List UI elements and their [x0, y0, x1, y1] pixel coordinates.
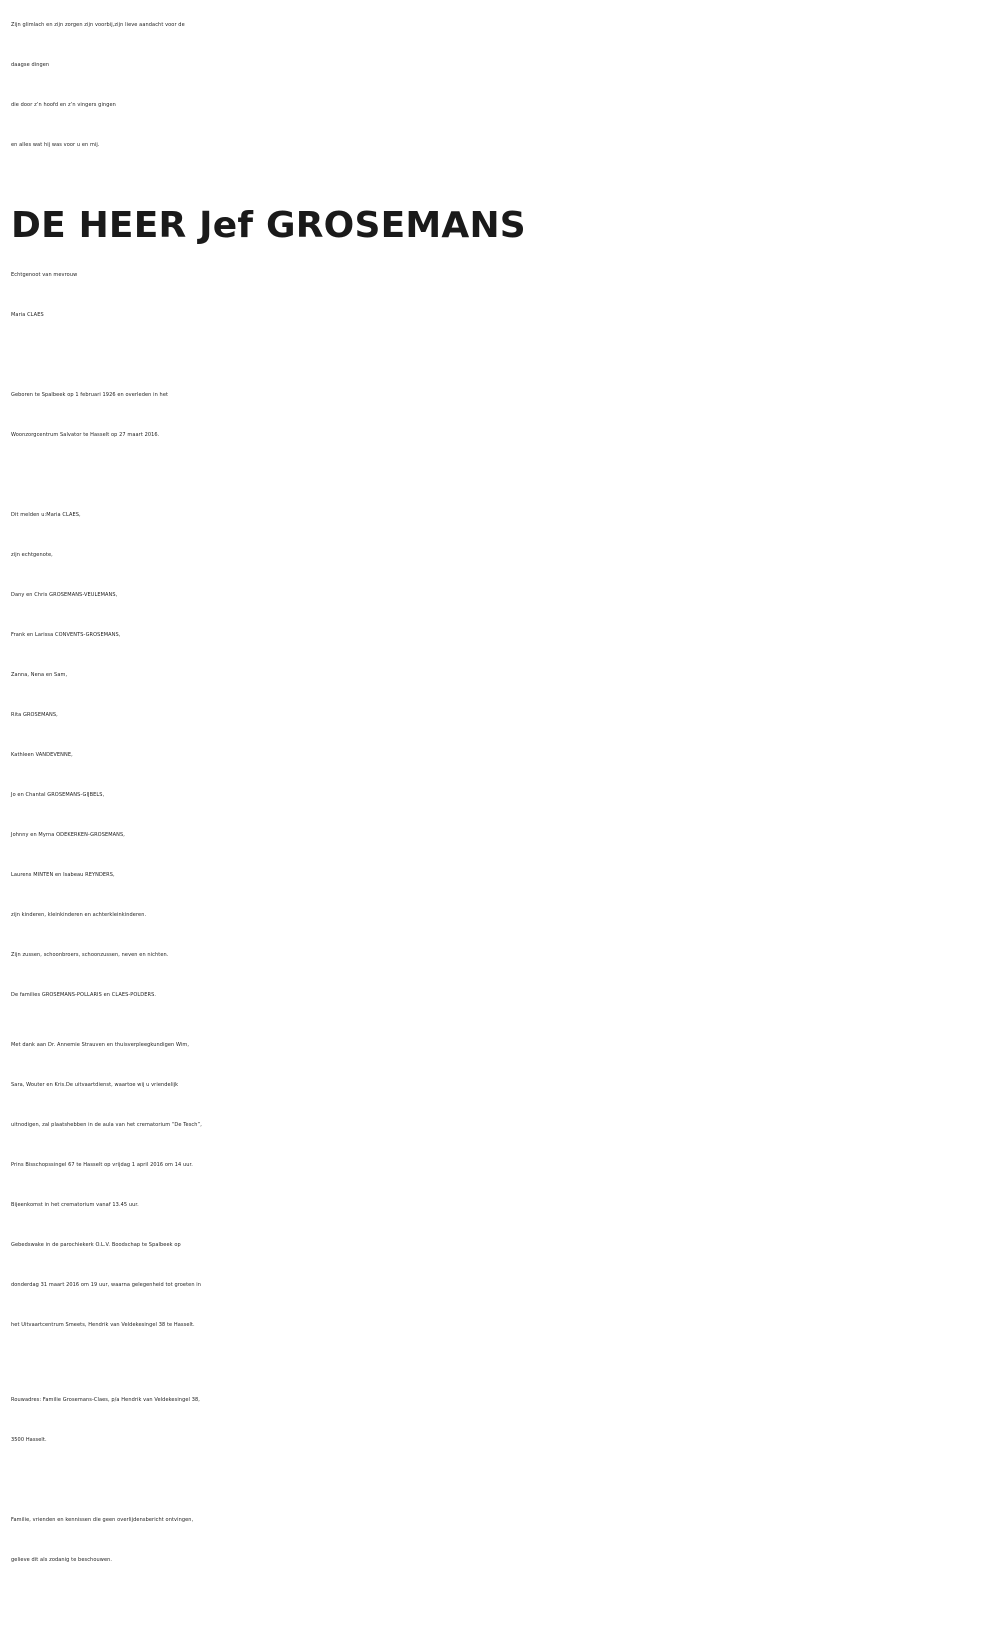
memorial-poem	[11, 5, 991, 165]
mourning-address	[11, 1380, 991, 1460]
announcement-line: Zijn zussen, schoonbroers, schoonzussen, neven en nichten.	[11, 952, 169, 958]
poem-line: daagse dingen	[11, 62, 50, 68]
spouse-line: Maria CLAES	[11, 312, 44, 318]
announcement-line: Jo en Chantal GROSEMANS-GIJBELS,	[11, 792, 105, 798]
deceased-heading	[11, 202, 991, 250]
announcement-line: Laurens MINTEN en Isabeau REYNDERS,	[11, 872, 115, 878]
announcement-line: Frank en Larissa CONVENTS-GROSEMANS,	[11, 632, 121, 638]
spouse-info	[11, 255, 991, 335]
closing-line: Familie, vrienden en kennissen die geen overlijdensbericht ontvingen,	[11, 1517, 194, 1523]
announcement-line: Dit melden u:Maria CLAES,	[11, 512, 81, 518]
announcement-line: Zanna, Nena en Sam,	[11, 672, 68, 678]
service-line: Met dank aan Dr. Annemie Strauven en thuisverpleegkundigen Wim,	[11, 1042, 190, 1048]
announcement-line: Kathleen VANDEVENNE,	[11, 752, 73, 758]
announcement-line: Dany en Chris GROSEMANS-VEULEMANS,	[11, 592, 118, 598]
announcement-line: Rita GROSEMANS,	[11, 712, 58, 718]
service-line: uitnodigen, zal plaatshebben in de aula van het crematorium “De Tesch”,	[11, 1122, 202, 1128]
poem-line: Zijn glimlach en zijn zorgen zijn voorbij,zijn lieve aandacht voor de	[11, 22, 185, 28]
announcement-line: Johnny en Myrna ODEKERKEN-GROSEMANS,	[11, 832, 125, 838]
birth-death-info	[11, 375, 991, 455]
service-line: Prins Bisschopssingel 67 te Hasselt op vrijdag 1 april 2016 om 14 uur.	[11, 1162, 193, 1168]
service-line: donderdag 31 maart 2016 om 19 uur, waarna gelegenheid tot groeten in	[11, 1282, 202, 1288]
service-line: Sara, Wouter en Kris.De uitvaartdienst, waartoe wij u vriendelijk	[11, 1082, 179, 1088]
announcement-line: zijn echtgenote,	[11, 552, 53, 558]
service-line: Bijeenkomst in het crematorium vanaf 13.45 uur.	[11, 1202, 139, 1208]
spouse-line: Echtgenoot van mevrouw	[11, 272, 78, 278]
closing-notice	[11, 1500, 991, 1580]
address-line: Rouwadres: Familie Grosemans-Claes, p/a Hendrik van Veldekesingel 38,	[11, 1397, 200, 1403]
address-line: 3500 Hasselt.	[11, 1437, 47, 1443]
service-line: Gebedswake in de parochiekerk O.L.V. Boodschap te Spalbeek op	[11, 1242, 181, 1248]
closing-line: gelieve dit als zodanig te beschouwen.	[11, 1557, 113, 1563]
service-line: het Uitvaartcentrum Smeets, Hendrik van Veldekesingel 38 te Hasselt.	[11, 1322, 195, 1328]
poem-line: en alles wat hij was voor u en mij.	[11, 142, 100, 148]
family-announcement	[11, 495, 991, 1015]
poem-line: die door z’n hoofd en z’n vingers gingen	[11, 102, 116, 108]
birth-death-line: Woonzorgcentrum Salvator te Hasselt op 27 maart 2016.	[11, 432, 160, 438]
announcement-line: De families GROSEMANS-POLLARIS en CLAES-POLDERS.	[11, 992, 157, 998]
thanks-and-service-details	[11, 1025, 991, 1345]
birth-death-line: Geboren te Spalbeek op 1 februari 1926 en overleden in het	[11, 392, 169, 398]
announcement-line: zijn kinderen, kleinkinderen en achterkleinkinderen.	[11, 912, 147, 918]
deceased-name: DE HEER Jef GROSEMANS	[11, 205, 526, 246]
